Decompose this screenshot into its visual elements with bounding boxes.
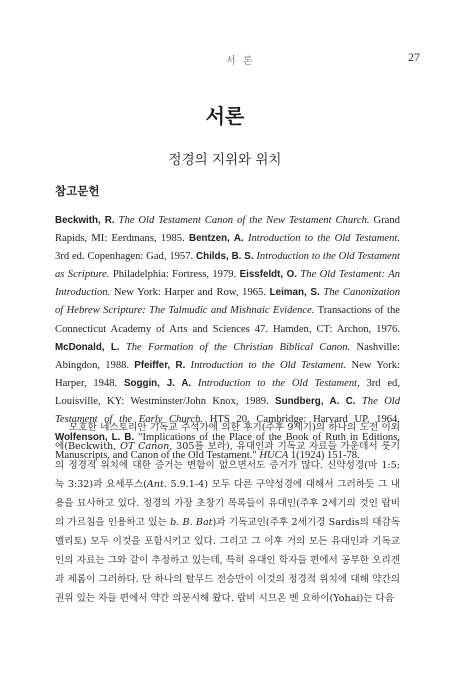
- reference-title: Introduction to the Old Testament.: [247, 233, 400, 245]
- body-text-segment: 모호한 네스토리안 기독교 주석가에 의한 후기(주후 9세기)의 하나의 도전 이외에(Beckwith,: [55, 422, 400, 452]
- reference-publication: HTS 20. Cambridge: Harvard UP, 1964.: [209, 414, 400, 426]
- reference-author: Wolfenson, L. B.: [55, 432, 135, 444]
- reference-publication: 3rd ed. Copenhagen: Gad, 1957.: [55, 251, 194, 263]
- reference-title: The Old Testament Canon of the New Testament Church.: [118, 215, 370, 226]
- body-paragraph: [55, 418, 400, 608]
- reference-publication: Transactions of the Connecticut Academy of Arts and Sciences 47. Hamden, CT: Archon, 1976.: [55, 305, 400, 335]
- reference-publication: 1(1924) 151-78.: [290, 450, 360, 462]
- reference-publication: Nashville: Abingdon, 1988.: [55, 341, 400, 371]
- running-header: 서 론: [226, 56, 255, 67]
- reference-title: Introduction to the Old Testament.: [190, 359, 347, 371]
- body-text-italic: b. B. Bat: [170, 517, 213, 528]
- reference-title: The Old Testament of the Early Church.: [55, 395, 400, 426]
- reference-author: Sundberg, A. C.: [275, 395, 356, 407]
- reference-publication: 3rd ed, Louisville, KY: Westminster/John Knox, 1989.: [55, 377, 400, 407]
- reference-publication: Grand Rapids, MI: Eerdmans, 1985.: [55, 215, 400, 245]
- chapter-subtitle: 정경의 지위와 위치: [168, 152, 282, 168]
- chapter-title: 서론: [205, 104, 245, 128]
- reference-author: Leiman, S.: [269, 287, 320, 299]
- body-text-italic: Ant.: [146, 479, 167, 490]
- body-text-segment: 5.9.1-4) 모두 다른 구약성경에 대해서 그러하듯 그 내용을 묘사하고 있다. 정경의 가장 초창기 목록들이 유대인(주후 2세기의 것인 랍비의 가르침을 인용하고 있는: [55, 479, 400, 528]
- reference-author: Bentzen, A.: [189, 233, 244, 245]
- references-heading: 참고문헌: [55, 184, 100, 198]
- reference-author: Beckwith, R.: [55, 215, 115, 226]
- body-text-segment: , 305를 보라), 유대인과 기독교 자료들 가운데서 룻기의 정경적 위치에 대한 증거는 변함이 없으면서도 증거가 많다. 신약성경(마 1:5; 눅 3:32)과 요세푸스(: [55, 441, 401, 490]
- body-text-segment: )과 기독교인(주후 2세기경 Sardis의 대감독 멜리토) 모두 이것을 포함시키고 있다. 그리고 그 이후 거의 모든 유대인과 기독교인의 자료는 그와 같이 추정하고 있는데, 특히 유대인 학자들 편에서 공부한 오리겐과 제롬이 그러하다. 단 하나의 탈무드 전승만이 이것의 정경적 위치에 대해 약간의 권위 있는 자들 편에서 약간 의문시해 왔다. 랍비 시므온 벤 요하이(Yohai)는 다음: [55, 517, 401, 604]
- reference-title: Introduction to the Old Testament as Scripture.: [55, 251, 400, 281]
- reference-title: Introduction to the Old Testament,: [197, 377, 360, 389]
- page-number: 27: [408, 50, 420, 64]
- reference-author: Soggin, J. A.: [123, 377, 192, 389]
- reference-author: Childs, B. S.: [196, 251, 254, 263]
- reference-title: The Canonization of Hebrew Scripture: The Talmudic and Mishnaic Evidence.: [55, 287, 400, 317]
- reference-title: The Old Testament: An Introduction.: [55, 269, 400, 299]
- reference-journal: HUCA: [259, 450, 289, 462]
- reference-author: Pfeiffer, R.: [134, 359, 186, 371]
- reference-article: "Implications of the Place of the Book of Ruth in Editions, Manuscripts, and Canon of the Old Testament.": [55, 432, 400, 462]
- reference-publication: Philadelphia: Fortress, 1979.: [112, 269, 237, 281]
- reference-publication: New York: Harper and Row, 1965.: [113, 287, 266, 299]
- body-text-italic: OT Canon: [120, 441, 170, 452]
- reference-title: The Formation of the Christian Biblical Canon.: [125, 341, 351, 353]
- reference-author: Eissfeldt, O.: [239, 269, 297, 281]
- reference-publication: New York: Harper, 1948.: [55, 359, 400, 389]
- reference-author: McDonald, L.: [55, 341, 120, 353]
